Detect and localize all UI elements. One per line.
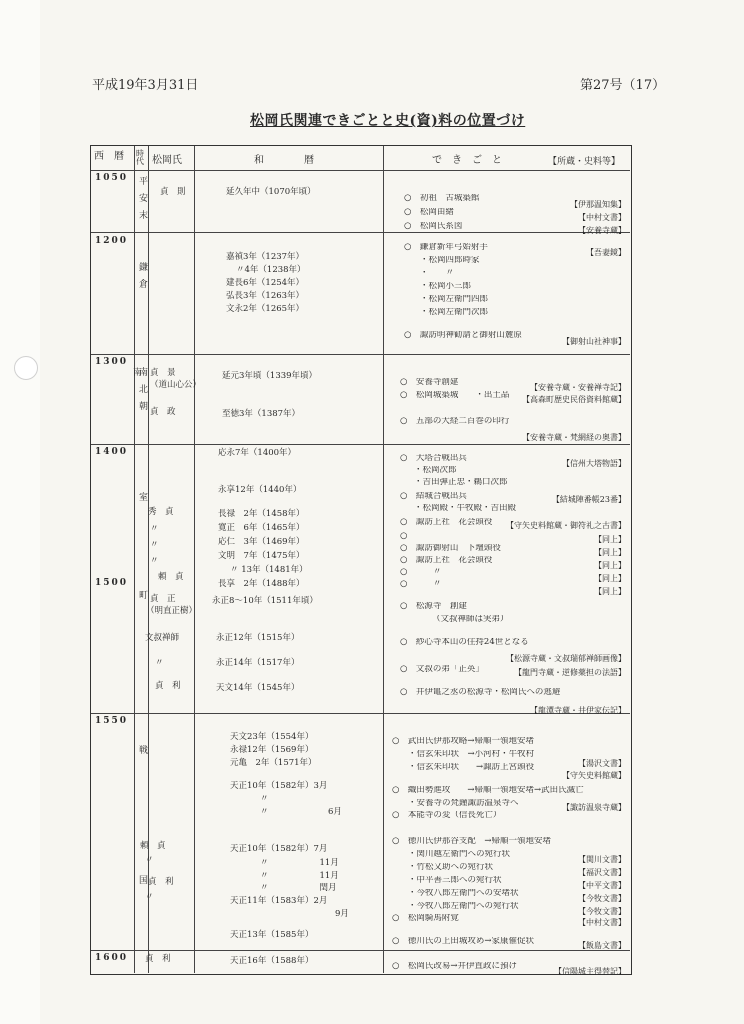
year-1300: 1300: [95, 357, 129, 367]
source-citation: 【安養寺蔵】: [578, 226, 626, 235]
event-entry: ・松岡左衛門次郎: [420, 308, 489, 317]
event-entry: ○ 松源寺 創建: [400, 602, 467, 611]
event-entry: ・松岡次郎: [414, 466, 457, 475]
event-entry: ・松岡左衛門四郎: [420, 295, 489, 304]
person-name: 〃: [145, 855, 154, 865]
wareki-date: 〃 閏月: [260, 883, 337, 893]
wareki-date: 永享12年（1440年）: [218, 485, 302, 495]
event-entry: ○ 鎌倉新年弓始射手: [404, 243, 488, 252]
wareki-date: 文永2年（1265年）: [226, 304, 305, 314]
event-entry: ○ 徳川氏伊那谷支配 →帰順一領地安堵: [392, 837, 552, 846]
column-header-jidai: 時代: [136, 149, 144, 166]
event-entry: ・信玄朱印状 →小河村・牛牧村: [408, 750, 535, 759]
era-label: 南北朝: [137, 367, 147, 418]
year-1600: 1600: [95, 953, 129, 963]
wareki-date: 〃 13年（1481年）: [230, 565, 308, 575]
event-entry: ○ 松岡由緒: [404, 208, 454, 217]
era-label: 平安末: [137, 176, 147, 227]
person-name: 〃: [150, 524, 159, 534]
event-entry: ○ 五部の大経二百巻の印行: [400, 417, 510, 426]
person-name: 文叔禅師: [145, 633, 180, 643]
source-citation: 【守矢史料館蔵・御符礼之古書】: [506, 521, 626, 530]
source-citation: 【高森町歴史民俗資料館蔵】: [522, 395, 626, 404]
person-name: 南 貞 景: [133, 368, 176, 378]
wareki-date: 〃 11月: [260, 871, 339, 881]
source-citation: 【信州大塔物語】: [562, 459, 626, 468]
event-entry: ・吉田弾正忠・鵜口次郎: [414, 478, 508, 487]
source-citation: 【中平文書】: [578, 881, 626, 890]
event-entry: ○ 紗心寺本山の住持24世となる: [400, 638, 529, 647]
source-citation: 【中村文書】: [578, 213, 626, 222]
event-entry: ○ 安養寺創建: [400, 378, 459, 387]
source-citation: 【今牧文書】: [578, 894, 626, 903]
wareki-date: 応永7年（1400年）: [218, 448, 297, 458]
source-citation: 【結城陣番帳23番】: [551, 495, 626, 504]
source-citation: 【伊那温知集】: [570, 200, 626, 209]
person-name: 頼 貞: [140, 841, 166, 851]
source-citation: 【諏訪温泉寺蔵】: [562, 803, 626, 812]
column-header-wareki: 和 暦: [254, 155, 314, 166]
wareki-date: 延久年中（1070年頃）: [226, 187, 316, 197]
event-entry: ○: [400, 532, 408, 541]
event-entry: ○ 松岡氏系図: [404, 222, 463, 231]
event-entry: ○ 武田氏伊那攻略→帰順一領地安堵: [392, 737, 535, 746]
person-name: 貞 利: [145, 954, 171, 964]
event-entry: ○ 本能寺の変（信長死亡）: [392, 811, 502, 820]
event-entry: ○ 結城合戦出兵: [400, 492, 467, 501]
event-entry: ○ 松岡城築城 ・出土品: [400, 391, 510, 400]
wareki-date: 応仁 3年（1469年）: [218, 537, 305, 547]
event-entry: ○ 松岡氏改易→井伊直政に預け: [392, 962, 518, 971]
person-name: 〃: [150, 540, 159, 550]
wareki-date: 9月: [335, 909, 349, 919]
event-entry: ・中平善三郎への宛行状: [408, 876, 502, 885]
source-citation: 【吾妻鏡】: [586, 248, 626, 257]
event-entry: ・安養寺の梵鐘諏訪温泉寺へ: [408, 799, 519, 808]
wareki-date: 天文23年（1554年）: [230, 732, 314, 742]
wareki-date: 嘉禎3年（1237年）: [226, 252, 305, 262]
person-name: 貞 利: [148, 877, 174, 887]
year-1500: 1500: [95, 578, 129, 588]
source-citation: 【今牧文書】: [578, 907, 626, 916]
year-1050: 1050: [95, 173, 129, 183]
year-1400: 1400: [95, 447, 129, 457]
event-entry: ○ 井伊亀之丞の松源寺・松岡氏への逃避: [400, 688, 561, 697]
source-citation: 【安養寺蔵・安養禅寺記】: [530, 383, 626, 392]
wareki-date: 長禄 2年（1458年）: [218, 509, 305, 519]
person-name: 貞 利: [155, 681, 181, 691]
person-name: 秀 貞: [148, 507, 174, 517]
wareki-date: 永正12年（1515年）: [216, 633, 300, 643]
wareki-date: 〃 11月: [260, 858, 339, 868]
source-citation: 【守矢史料館蔵】: [562, 771, 626, 780]
chronology-table: [90, 145, 632, 975]
event-entry: ○ 諏訪上社 花会頭役: [400, 556, 493, 565]
wareki-date: 文明 7年（1475年）: [218, 551, 305, 561]
event-entry: ○ 諏訪上社 花会頭役: [400, 518, 493, 527]
column-header-shi: 松岡氏: [152, 155, 182, 166]
wareki-date: 長享 2年（1488年）: [218, 579, 305, 589]
wareki-date: 〃: [260, 794, 269, 804]
source-citation: 【同上】: [594, 587, 626, 596]
source-citation: 【同上】: [594, 548, 626, 557]
wareki-date: 至徳3年（1387年）: [222, 409, 301, 419]
wareki-date: 天正10年（1582年）7月: [230, 844, 328, 854]
era-label: 戦: [137, 745, 147, 762]
year-1200: 1200: [95, 236, 129, 246]
source-citation: 【福沢文書】: [578, 868, 626, 877]
source-citation: 【松源寺蔵・文叔瑞郁禅師画像】: [506, 654, 626, 663]
event-entry: ○ 徳川氏の上田城攻め→家康催促状: [392, 937, 535, 946]
wareki-date: 寛正 6年（1465年）: [218, 523, 305, 533]
source-citation: 【中村文書】: [578, 918, 626, 927]
event-entry: ・今牧八郎左衛門への宛行状: [408, 902, 519, 911]
person-name: 貞 則: [160, 187, 186, 197]
event-entry: ・松岡小三郎: [420, 282, 472, 291]
source-citation: 【信陽城主得替記】: [554, 967, 626, 976]
binder-hole: [14, 356, 38, 380]
era-label: 鎌倉: [137, 262, 147, 296]
column-header-seireki: 西 暦: [94, 151, 124, 162]
year-1550: 1550: [95, 716, 129, 726]
column-header-dekigoto: で き ご と: [432, 155, 502, 166]
source-citation: 【同上】: [594, 561, 626, 570]
era-label: 国: [137, 875, 147, 892]
person-name: 〃: [155, 658, 164, 668]
wareki-date: 天正16年（1588年）: [230, 956, 314, 966]
source-citation: 【飯島文書】: [578, 941, 626, 950]
person-name: 〃: [150, 556, 159, 566]
wareki-date: 天文14年（1545年）: [216, 683, 300, 693]
event-entry: ○ 諏訪御射山 下壇頭役: [400, 544, 501, 553]
wareki-date: 弘長3年（1263年）: [226, 291, 305, 301]
source-citation: 【湯沢文書】: [578, 759, 626, 768]
source-citation: 【同上】: [594, 574, 626, 583]
event-entry: ・松岡殿・牛牧殿・吉田殿: [414, 504, 517, 513]
event-entry: ○ 〃: [400, 568, 442, 577]
event-entry: ○ 織田勢進攻 →帰順一領地安堵→武田氏滅亡: [392, 786, 584, 795]
person-name: 貞 政: [150, 407, 176, 417]
wareki-date: 天正10年（1582年）3月: [230, 781, 328, 791]
wareki-date: 永正14年（1517年）: [216, 658, 300, 668]
wareki-date: 〃4年（1238年）: [236, 265, 306, 275]
wareki-date: 建長6年（1254年）: [226, 278, 305, 288]
wareki-date: 永正8〜10年（1511年頃）: [212, 596, 318, 606]
event-entry: ○ 諏訪明神勧請と御射山麓原: [404, 331, 522, 340]
person-name: 頼 貞: [158, 572, 184, 582]
source-citation: 【安養寺蔵・梵網経の奥書】: [522, 433, 626, 442]
era-label: 室: [137, 492, 147, 509]
person-name: （道山心公）: [150, 380, 202, 390]
person-name: （明直正樹）: [146, 606, 198, 616]
wareki-date: 天正13年（1585年）: [230, 930, 314, 940]
event-entry: ○ 松岡騎馬附覚: [392, 914, 459, 923]
source-citation: 【同上】: [594, 535, 626, 544]
issue-date: 平成19年3月31日: [92, 78, 199, 93]
event-entry: ○ 文叔の弟「正英」: [400, 665, 484, 674]
source-citation: 【関川文書】: [578, 855, 626, 864]
event-entry: ○ 大塔合戦出兵: [400, 454, 467, 463]
wareki-date: 元亀 2年（1571年）: [230, 758, 317, 768]
event-entry: ・今牧八郎左衛門への安堵状: [408, 889, 519, 898]
person-name: 〃: [145, 892, 154, 902]
issue-number: 第27号（17）: [580, 78, 666, 93]
source-citation: 【龍潭寺蔵・井伊家伝記】: [530, 706, 626, 715]
wareki-date: 延元3年頃（1339年頃）: [222, 371, 318, 381]
source-citation: 【龍門寺蔵・逆修薬担の法語】: [514, 668, 626, 677]
wareki-date: 〃 6月: [260, 807, 342, 817]
event-entry: ○ 〃: [400, 580, 442, 589]
event-entry: （文叔禅師は実弟）: [432, 615, 509, 624]
era-label: 町: [137, 590, 147, 607]
page-title: 松岡氏関連できごとと史(資)料の位置づけ: [250, 113, 526, 129]
person-name: 貞 正: [150, 594, 176, 604]
wareki-date: 永禄12年（1569年）: [230, 745, 314, 755]
event-entry: ○ 初祖 古城築館: [404, 194, 480, 203]
column-header-shozo: 【所蔵・史料等】: [548, 157, 621, 167]
wareki-date: 天正11年（1583年）2月: [230, 896, 328, 906]
event-entry: ・ 〃: [420, 269, 455, 278]
event-entry: ・竹松又助への宛行状: [408, 863, 494, 872]
event-entry: ・松岡四郎時家: [420, 256, 480, 265]
source-citation: 【御射山社神事】: [562, 337, 626, 346]
event-entry: ・関川越左衛門への宛行状: [408, 850, 511, 859]
event-entry: ・信玄朱印状 →諏訪上宮頭役: [408, 763, 535, 772]
